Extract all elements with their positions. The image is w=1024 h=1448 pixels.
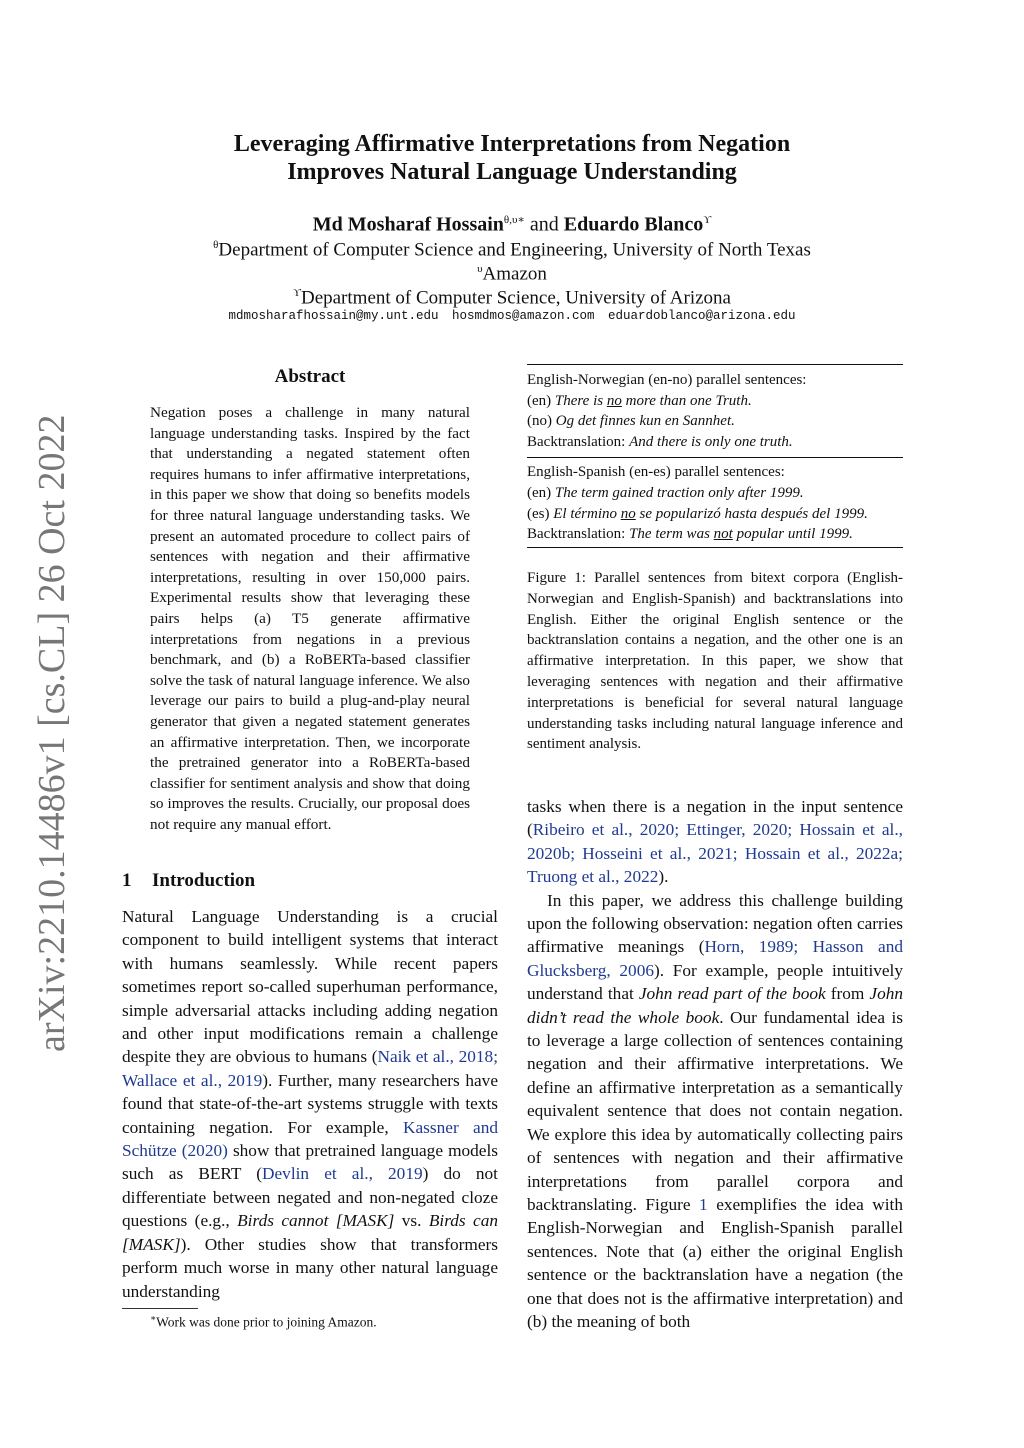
example-phrase: John read part of the book [638,984,826,1004]
backtranslation-label: Backtranslation: [527,526,630,543]
figure-block-header: English-Spanish (en-es) parallel sentences: [527,464,785,481]
sentence-part: se popularizó hasta después del 1999. [635,505,868,522]
intro-text: ). Other studies show that transformers perform much worse in many other natural language understanding [122,1234,498,1301]
intro-text: tasks when there is a negation in the input sentence ( [527,797,903,840]
intro-text: ). Further, many researchers have found that state-of-the-art systems struggle with texts containing negation. For example, [122,1070,498,1137]
author-2-name: Eduardo Blanco [563,213,704,236]
figure-block-en-es [527,462,903,546]
sentence-italic: Og det finnes kun en Sannhet. [555,413,735,430]
affiliation-1-text: Department of Computer Science and Engineering, University of North Texas [218,239,811,261]
section-title: Introduction [152,870,256,891]
footnote-mark: ∗ [150,1313,157,1323]
affiliation-3 [0,281,1024,310]
citation-link[interactable]: Horn, 1989; Hasson and Glucksberg, 2006 [527,937,904,980]
intro-text: show that pretrained language models such as BERT ( [122,1141,498,1184]
affiliation-3-mark: ϒ [293,287,301,299]
footnote [150,1313,377,1331]
affiliation-2-text: Amazon [482,263,547,285]
footnote-rule [122,1308,198,1309]
intro-text: ) do not differentiate between negated and non-negated cloze questions (e.g., [122,1164,498,1231]
lang-tag: (no) [527,413,556,430]
sentence-italic: The term gained traction only after 1999. [554,484,804,501]
sentence-italic [629,526,853,542]
figure-mid-rule [527,457,903,458]
sentence-italic: And there is only one truth. [629,433,793,450]
sentence-part: The term was [629,526,714,543]
negation-cue: no [620,505,636,522]
negation-cue: no [606,392,622,409]
figure-block-en-no [527,365,903,454]
paper-title [0,130,1024,186]
figure-sentence-en [527,483,903,504]
affiliation-1-mark: θ [213,239,219,251]
figure-bottom-rule [527,547,903,548]
example-phrase: John didn’t read the whole book [527,984,904,1027]
figure-reference-link[interactable]: 1 [699,1194,708,1214]
affiliation-2-mark: υ [477,263,483,275]
figure-block-header: English-Norwegian (en-no) parallel sentences: [527,372,807,388]
sentence-part: El término [553,505,621,522]
figure-sentence-es [527,504,903,525]
lang-tag: (en) [527,392,555,409]
footnote-text: Work was done prior to joining Amazon. [156,1314,377,1330]
figure-backtranslation [527,432,903,453]
intro-paragraph [527,889,903,1334]
author-emails: mdmosharafhossain@my.unt.edu hosmdmos@amazon.com eduardoblanco@arizona.edu [228,309,796,323]
author-2-affil-mark: ϒ [703,214,712,226]
intro-text: In this paper, we address this challenge building upon the following observation: negation often carries affirmative meanings ( [527,890,903,957]
sentence-italic [555,393,752,409]
abstract-text: Negation poses a challenge in many natural language understanding tasks. Inspired by the fact that understanding a negated statement often requires humans to infer affirmative interpretations, in this paper we show that doing so benefits models for three natural language understanding tasks. We present an automated procedure to collect pairs of sentences with negation and their affirmative interpretations, resulting in over 150,000 pairs. Experimental results show that leveraging these pairs helps (a) T5 generate affirmative interpretations from negations in a previous benchmark, and (b) a RoBERTa-based classifier solve the task of natural language inference. We also leverage our pairs to build a plug-and-play neural generator that given a negated statement generates an affirmative interpretation. Then, we incorporate the pretrained generator into a RoBERTa-based classifier for sentiment analysis and show that doing so improves the results. Crucially, our proposal does not require any manual effort. [150,404,470,833]
introduction-right-column [527,795,903,1333]
intro-text: ). For example, people intuitively understand that [527,960,903,1004]
section-number: 1 [122,870,132,891]
abstract-heading: Abstract [274,366,346,387]
citation-link[interactable]: Naik et al., 2018; Wallace et al., 2019 [122,1047,498,1090]
intro-text: Natural Language Understanding is a crucial component to build intelligent systems that interact with humans seamlessly. While recent papers sometimes report so-called superhuman performance, simple adversarial attacks including adding negation and other input modifications remain a challenge despite they are obvious to humans ( [122,907,498,1067]
arxiv-identifier: arXiv:2210.14486v1 [cs.CL] 26 Oct 2022 [31,414,73,1052]
sentence-part: There is [554,392,607,409]
sentence-italic [553,506,868,522]
citation-link[interactable]: Devlin et al., 2019 [262,1164,423,1184]
introduction-left-column [122,905,498,1303]
intro-text: . Our fundamental idea is to leverage a large collection of sentences containing negation and their affirmative interpretations. We define an affirmative interpretation as a semantically equivalent sentence that does not contain negation. We explore this idea by automatically collecting pairs of sentences with negation and their affirmative interpretations from parallel corpora and backtranslating. Figure [527,1007,903,1214]
figure-1-caption: Figure 1: Parallel sentences from bitext corpora (English-Norwegian and English-Spanish) and backtranslations into English. Either the original English sentence or the backtranslation contains a negation, and the other one is an affirmative interpretation. In this paper, we show that leveraging sentences with negation and their affirmative interpretations is beneficial for several natural language understanding tasks including natural language inference and sentiment analysis. [527,570,903,753]
author-1-name: Md Mosharaf Hossain [312,213,504,236]
author-1-affil-mark: θ,υ∗ [503,214,525,226]
negation-cue: not [713,526,733,543]
intro-text: from [825,984,870,1004]
figure-1 [527,364,903,548]
lang-tag: (es) [527,505,554,522]
example-phrase: Birds can [MASK] [122,1211,499,1254]
lang-tag: (en) [527,484,555,501]
author-connector: and [529,213,559,236]
section-heading-introduction [122,870,255,892]
figure-sentence-en [527,391,903,412]
sentence-part: more than one Truth. [621,392,752,409]
figure-sentence-no [527,411,903,432]
intro-text: vs. [394,1211,429,1231]
title-line-2: Improves Natural Language Understanding [287,159,737,185]
title-line-1: Leveraging Affirmative Interpretations from Negation [233,131,791,157]
sentence-part: popular until 1999. [732,526,853,543]
affiliation-3-text: Department of Computer Science, University of Arizona [300,287,731,309]
intro-text: exemplifies the idea with English-Norwegian and English-Spanish parallel sentences. Note that (a) either the original English sentence or the backtranslation have a negation (the one that does not is the affirmative interpretation) and (b) the meaning of both [527,1194,903,1331]
intro-text: ). [658,867,669,887]
figure-backtranslation [527,524,903,545]
citation-link[interactable]: Ribeiro et al., 2020; Ettinger, 2020; Hossain et al., 2020b; Hosseini et al., 2021; Hossain et al., 2022a; Truong et al., 2022 [527,820,903,887]
citation-link[interactable]: Kassner and Schütze (2020) [122,1117,498,1161]
example-phrase: Birds cannot [MASK] [237,1211,395,1231]
backtranslation-label: Backtranslation: [527,433,630,450]
intro-paragraph [527,795,903,889]
